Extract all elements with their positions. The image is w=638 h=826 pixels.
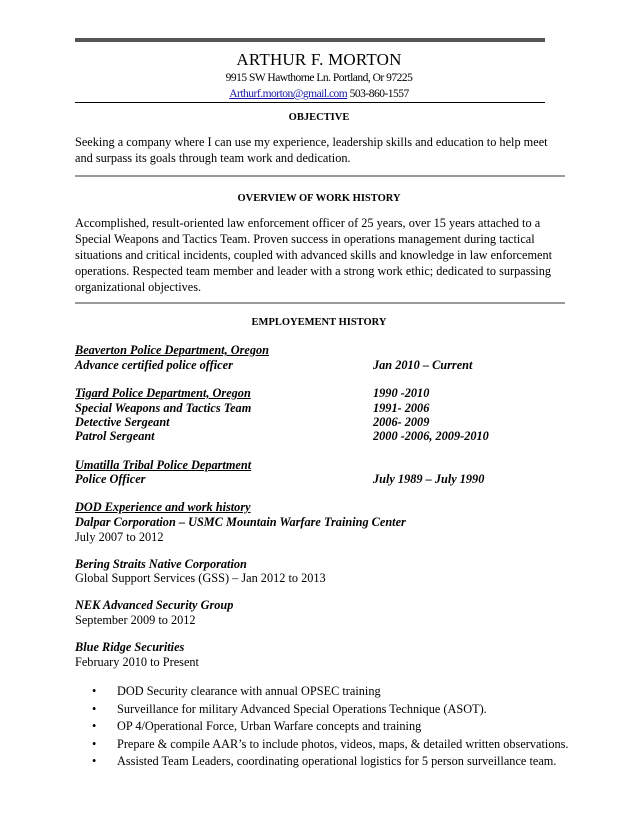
top-rule <box>75 38 545 42</box>
objective-text <box>75 134 565 166</box>
beaverton-role: Advance certified police officer <box>75 358 233 372</box>
overview-rule <box>75 302 565 304</box>
contact-line <box>0 88 638 100</box>
dod-detail: September 2009 to 2012 <box>75 613 196 627</box>
employment-heading: EMPLOYEMENT HISTORY <box>251 317 387 328</box>
list-item-text: DOD Security clearance with annual OPSEC training <box>117 684 381 698</box>
phone-number: 503-860-1557 <box>347 88 409 100</box>
objective-rule <box>75 175 565 177</box>
bullet-icon: • <box>92 754 97 768</box>
beaverton-dates: Jan 2010 – Current <box>373 358 473 372</box>
dod-org: Bering Straits Native Corporation <box>75 557 247 571</box>
beaverton-org: Beaverton Police Department, Oregon <box>75 343 269 357</box>
bullet-icon: • <box>92 719 97 733</box>
tigard-role: Detective Sergeant <box>75 415 170 429</box>
overview-line: Accomplished, result-oriented law enforcement officer of 25 years, over 15 years attached to a <box>75 216 541 230</box>
umatilla-role: Police Officer <box>75 472 146 486</box>
list-item-text: Assisted Team Leaders, coordinating operational logistics for 5 person surveillance team. <box>117 754 557 768</box>
list-item <box>75 736 575 754</box>
tigard-role: Patrol Sergeant <box>75 429 155 443</box>
tigard-role-dates: 1991- 2006 <box>373 401 430 415</box>
dod-detail: February 2010 to Present <box>75 655 199 669</box>
overview-line: Special Weapons and Tactics Team. Proven success in operations management during tactical <box>75 232 535 246</box>
bullet-icon: • <box>92 736 97 751</box>
tigard-role-dates: 2000 -2006, 2009-2010 <box>373 429 489 443</box>
list-item <box>75 683 575 701</box>
overview-line: situations and critical incidents, coupled with advanced skills and knowledge in law enforcement <box>75 248 553 262</box>
list-item <box>75 753 575 771</box>
overview-heading: OVERVIEW OF WORK HISTORY <box>237 193 401 204</box>
overview-text <box>75 215 565 295</box>
overview-line: operations. Respected team member and leader with a strong work ethic; dedicated to surpassing <box>75 264 552 278</box>
applicant-name: ARTHUR F. MORTON <box>236 50 402 69</box>
overview-line: organizational objectives. <box>75 280 202 294</box>
dod-org: NEK Advanced Security Group <box>75 598 234 612</box>
dod-heading: DOD Experience and work history <box>75 500 251 514</box>
dod-org: Dalpar Corporation – USMC Mountain Warfare Training Center <box>75 515 406 529</box>
objective-line: Seeking a company where I can use my experience, leadership skills and education to help meet <box>75 135 548 149</box>
tigard-org-dates: 1990 -2010 <box>373 386 430 400</box>
tigard-role: Special Weapons and Tactics Team <box>75 401 252 415</box>
dod-detail: July 2007 to 2012 <box>75 530 164 544</box>
header-rule <box>75 102 545 103</box>
dod-detail: Global Support Services (GSS) – Jan 2012 to 2013 <box>75 571 326 585</box>
umatilla-dates: July 1989 – July 1990 <box>373 472 485 486</box>
list-item-text: OP 4/Operational Force, Urban Warfare concepts and training <box>117 719 422 733</box>
tigard-role-dates: 2006- 2009 <box>373 415 430 429</box>
bullet-icon: • <box>92 684 97 698</box>
list-item <box>75 701 575 719</box>
umatilla-org: Umatilla Tribal Police Department <box>75 458 252 472</box>
list-item-text: Surveillance for military Advanced Special Operations Technique (ASOT). <box>117 701 487 716</box>
duties-list <box>75 683 575 771</box>
email-link[interactable]: Arthurf.morton@gmail.com <box>229 88 348 100</box>
list-item-text: Prepare & compile AAR’s to include photos, videos, maps, & detailed written observations. <box>117 736 569 751</box>
objective-heading: OBJECTIVE <box>288 112 350 123</box>
objective-line: and surpass its goals through team work and dedication. <box>75 151 351 165</box>
list-item <box>75 718 575 736</box>
tigard-org: Tigard Police Department, Oregon <box>75 386 251 400</box>
bullet-icon: • <box>92 701 97 716</box>
dod-org: Blue Ridge Securities <box>75 640 185 654</box>
applicant-address: 9915 SW Hawthorne Ln. Portland, Or 97225 <box>225 72 413 84</box>
